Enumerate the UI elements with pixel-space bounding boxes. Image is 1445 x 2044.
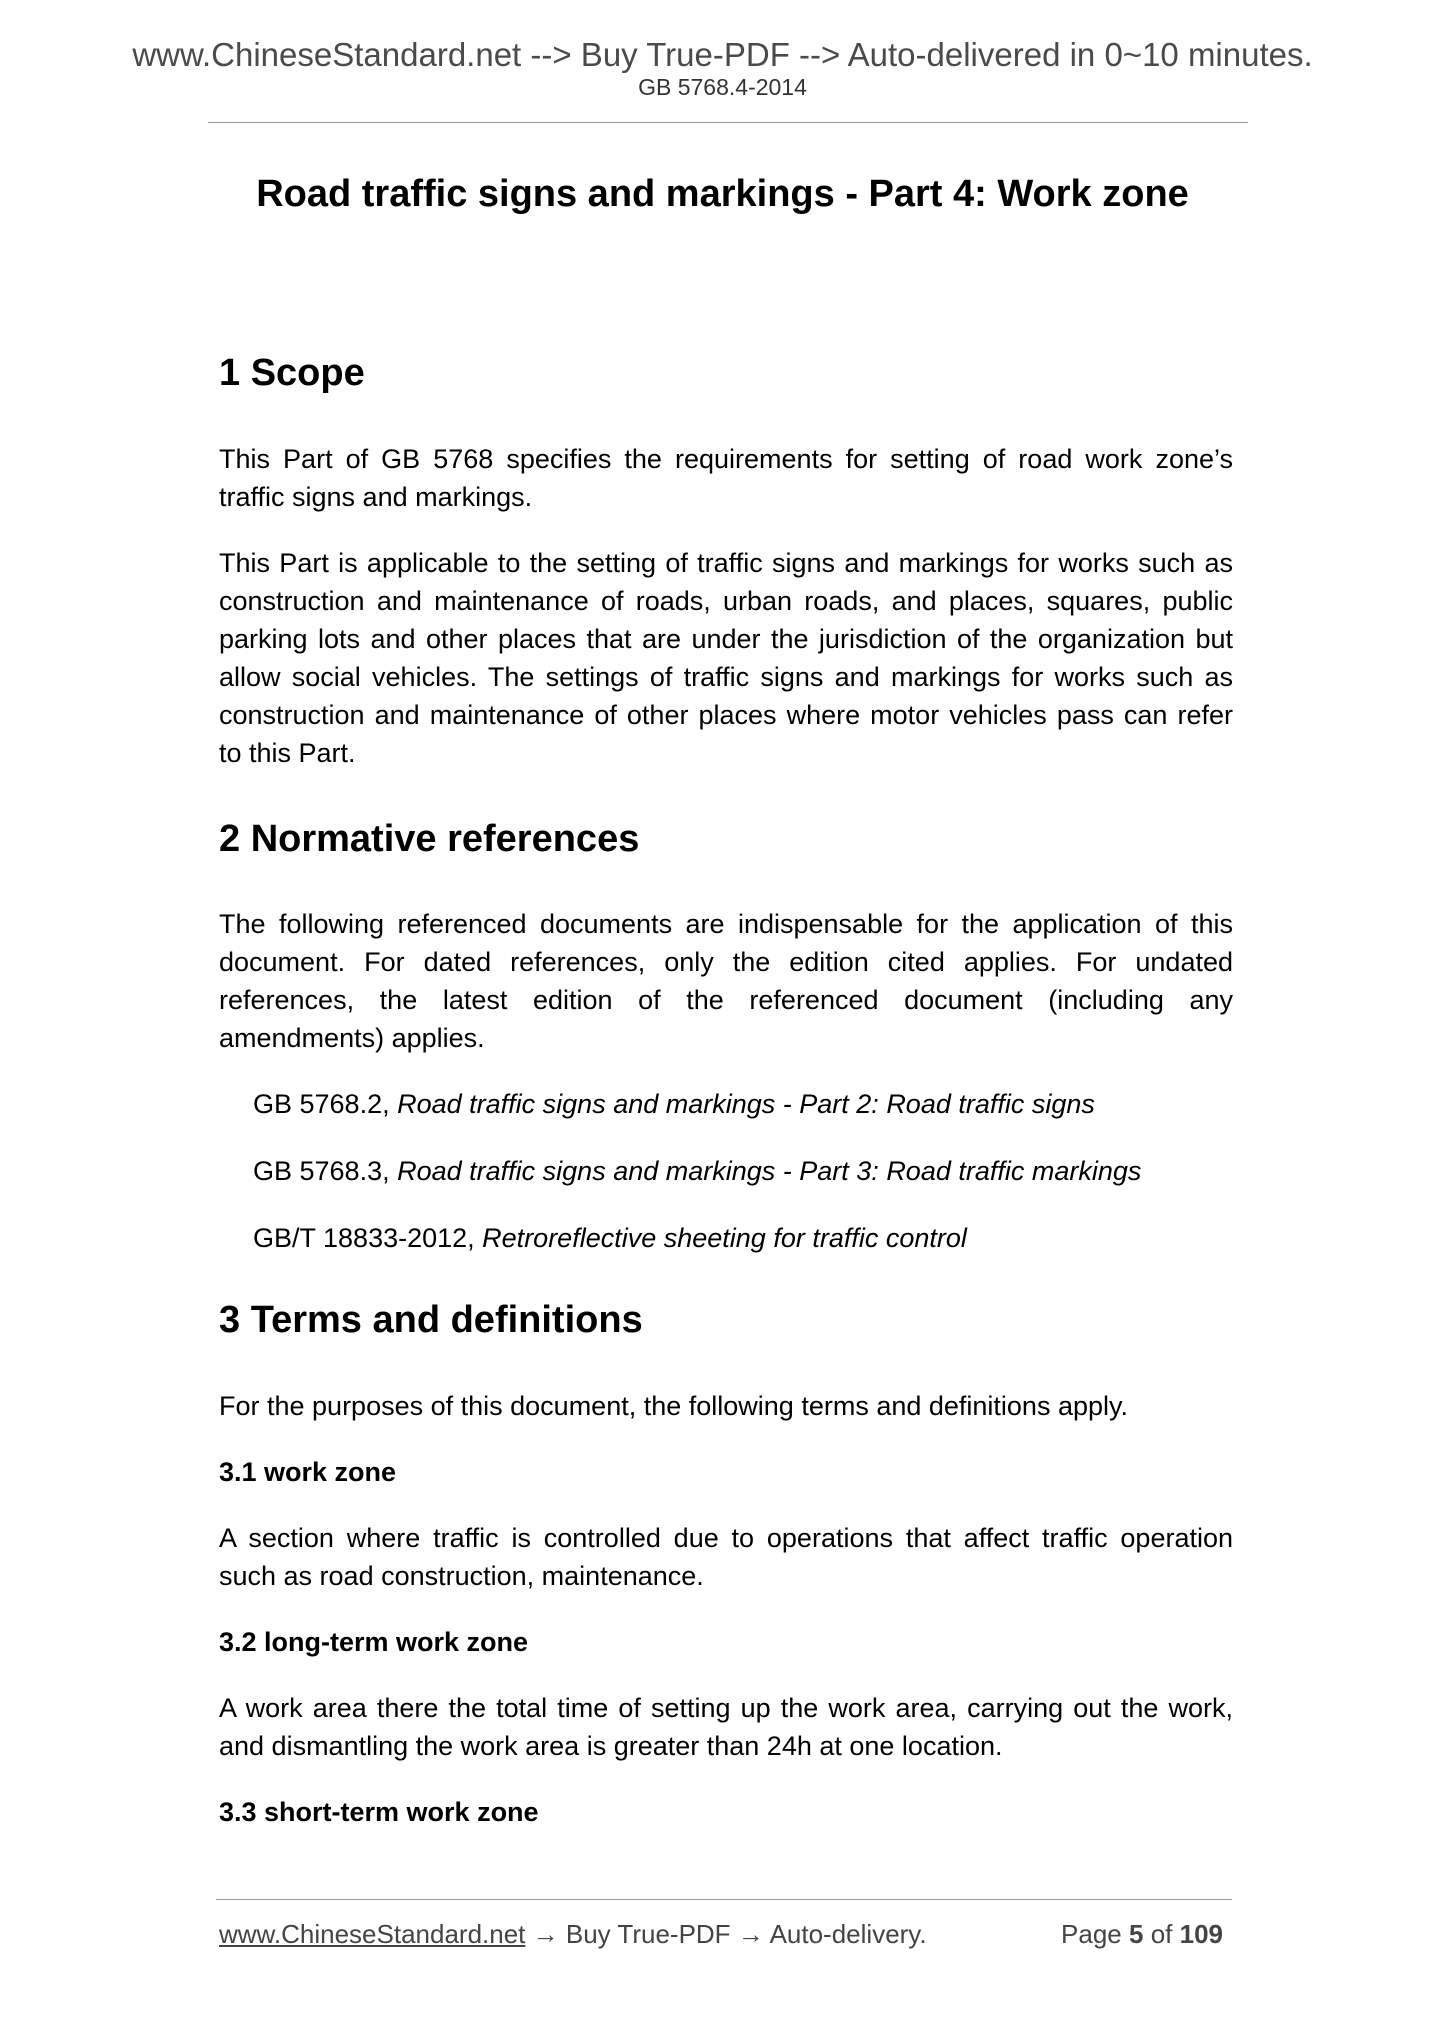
reference-item [253, 1152, 1233, 1190]
page-indicator [1061, 1919, 1223, 1950]
footer-website-link[interactable]: www.ChineseStandard.net [219, 1919, 526, 1949]
normative-intro: The following referenced documents are indispensable for the application of this document. For dated references, only the edition cited applies. For undated references, the latest edition of the referenced document (including any amendments) applies. [219, 909, 1233, 1054]
page-label: Page [1061, 1919, 1129, 1949]
terms-intro: For the purposes of this document, the following terms and definitions apply. [219, 1391, 1128, 1422]
footer-divider [216, 1899, 1232, 1900]
footer-tagline: → Buy True-PDF → Auto-delivery. [525, 1919, 927, 1949]
page-of-label: of [1143, 1919, 1180, 1949]
reference-code: GB 5768.2, [253, 1089, 398, 1120]
document-title: Road traffic signs and markings - Part 4: Work zone [256, 173, 1189, 215]
header-divider [208, 122, 1248, 123]
reference-item [253, 1085, 1233, 1123]
footer-branding [219, 1919, 927, 1950]
term-definition: A work area there the total time of setting up the work area, carrying out the work, and dismantling the work area is greater than 24h at one location. [219, 1693, 1233, 1762]
page-total: 109 [1179, 1919, 1223, 1949]
header-banner: www.ChineseStandard.net --> Buy True-PDF --> Auto-delivered in 0~10 minutes. [132, 36, 1313, 73]
section-heading-normative-references: 2 Normative references [219, 817, 640, 860]
document-body [219, 352, 1233, 1859]
scope-paragraph-2: This Part is applicable to the setting of traffic signs and markings for works such as construction and maintenance of roads, urban roads, and places, squares, public parking lots and other places that are under the jurisdiction of the organization but allow social vehicles. The settings of traffic signs and markings for works such as construction and maintenance of other places where motor vehicles pass can refer to this Part. [219, 547, 1233, 768]
term-heading: 3.2 long-term work zone [219, 1627, 529, 1658]
reference-code: GB 5768.3, [253, 1156, 398, 1187]
reference-title: Road traffic signs and markings - Part 3: Road traffic markings [397, 1156, 1142, 1187]
reference-item [253, 1219, 1233, 1257]
section-heading-terms-definitions: 3 Terms and definitions [219, 1299, 643, 1342]
page-number: 5 [1129, 1919, 1144, 1949]
term-definition: A section where traffic is controlled due to operations that affect traffic operation such as road construction, maintenance. [219, 1523, 1233, 1592]
scope-paragraph-1: This Part of GB 5768 specifies the requirements for setting of road work zone’s traffic signs and markings. [219, 443, 1233, 512]
reference-title: Road traffic signs and markings - Part 2: Road traffic signs [397, 1089, 1095, 1120]
reference-code: GB/T 18833-2012, [253, 1223, 483, 1254]
term-heading: 3.1 work zone [219, 1457, 397, 1488]
term-heading: 3.3 short-term work zone [219, 1797, 539, 1828]
section-heading-scope: 1 Scope [219, 352, 365, 394]
standard-code: GB 5768.4-2014 [638, 74, 807, 100]
reference-title: Retroreflective sheeting for traffic control [482, 1223, 967, 1254]
